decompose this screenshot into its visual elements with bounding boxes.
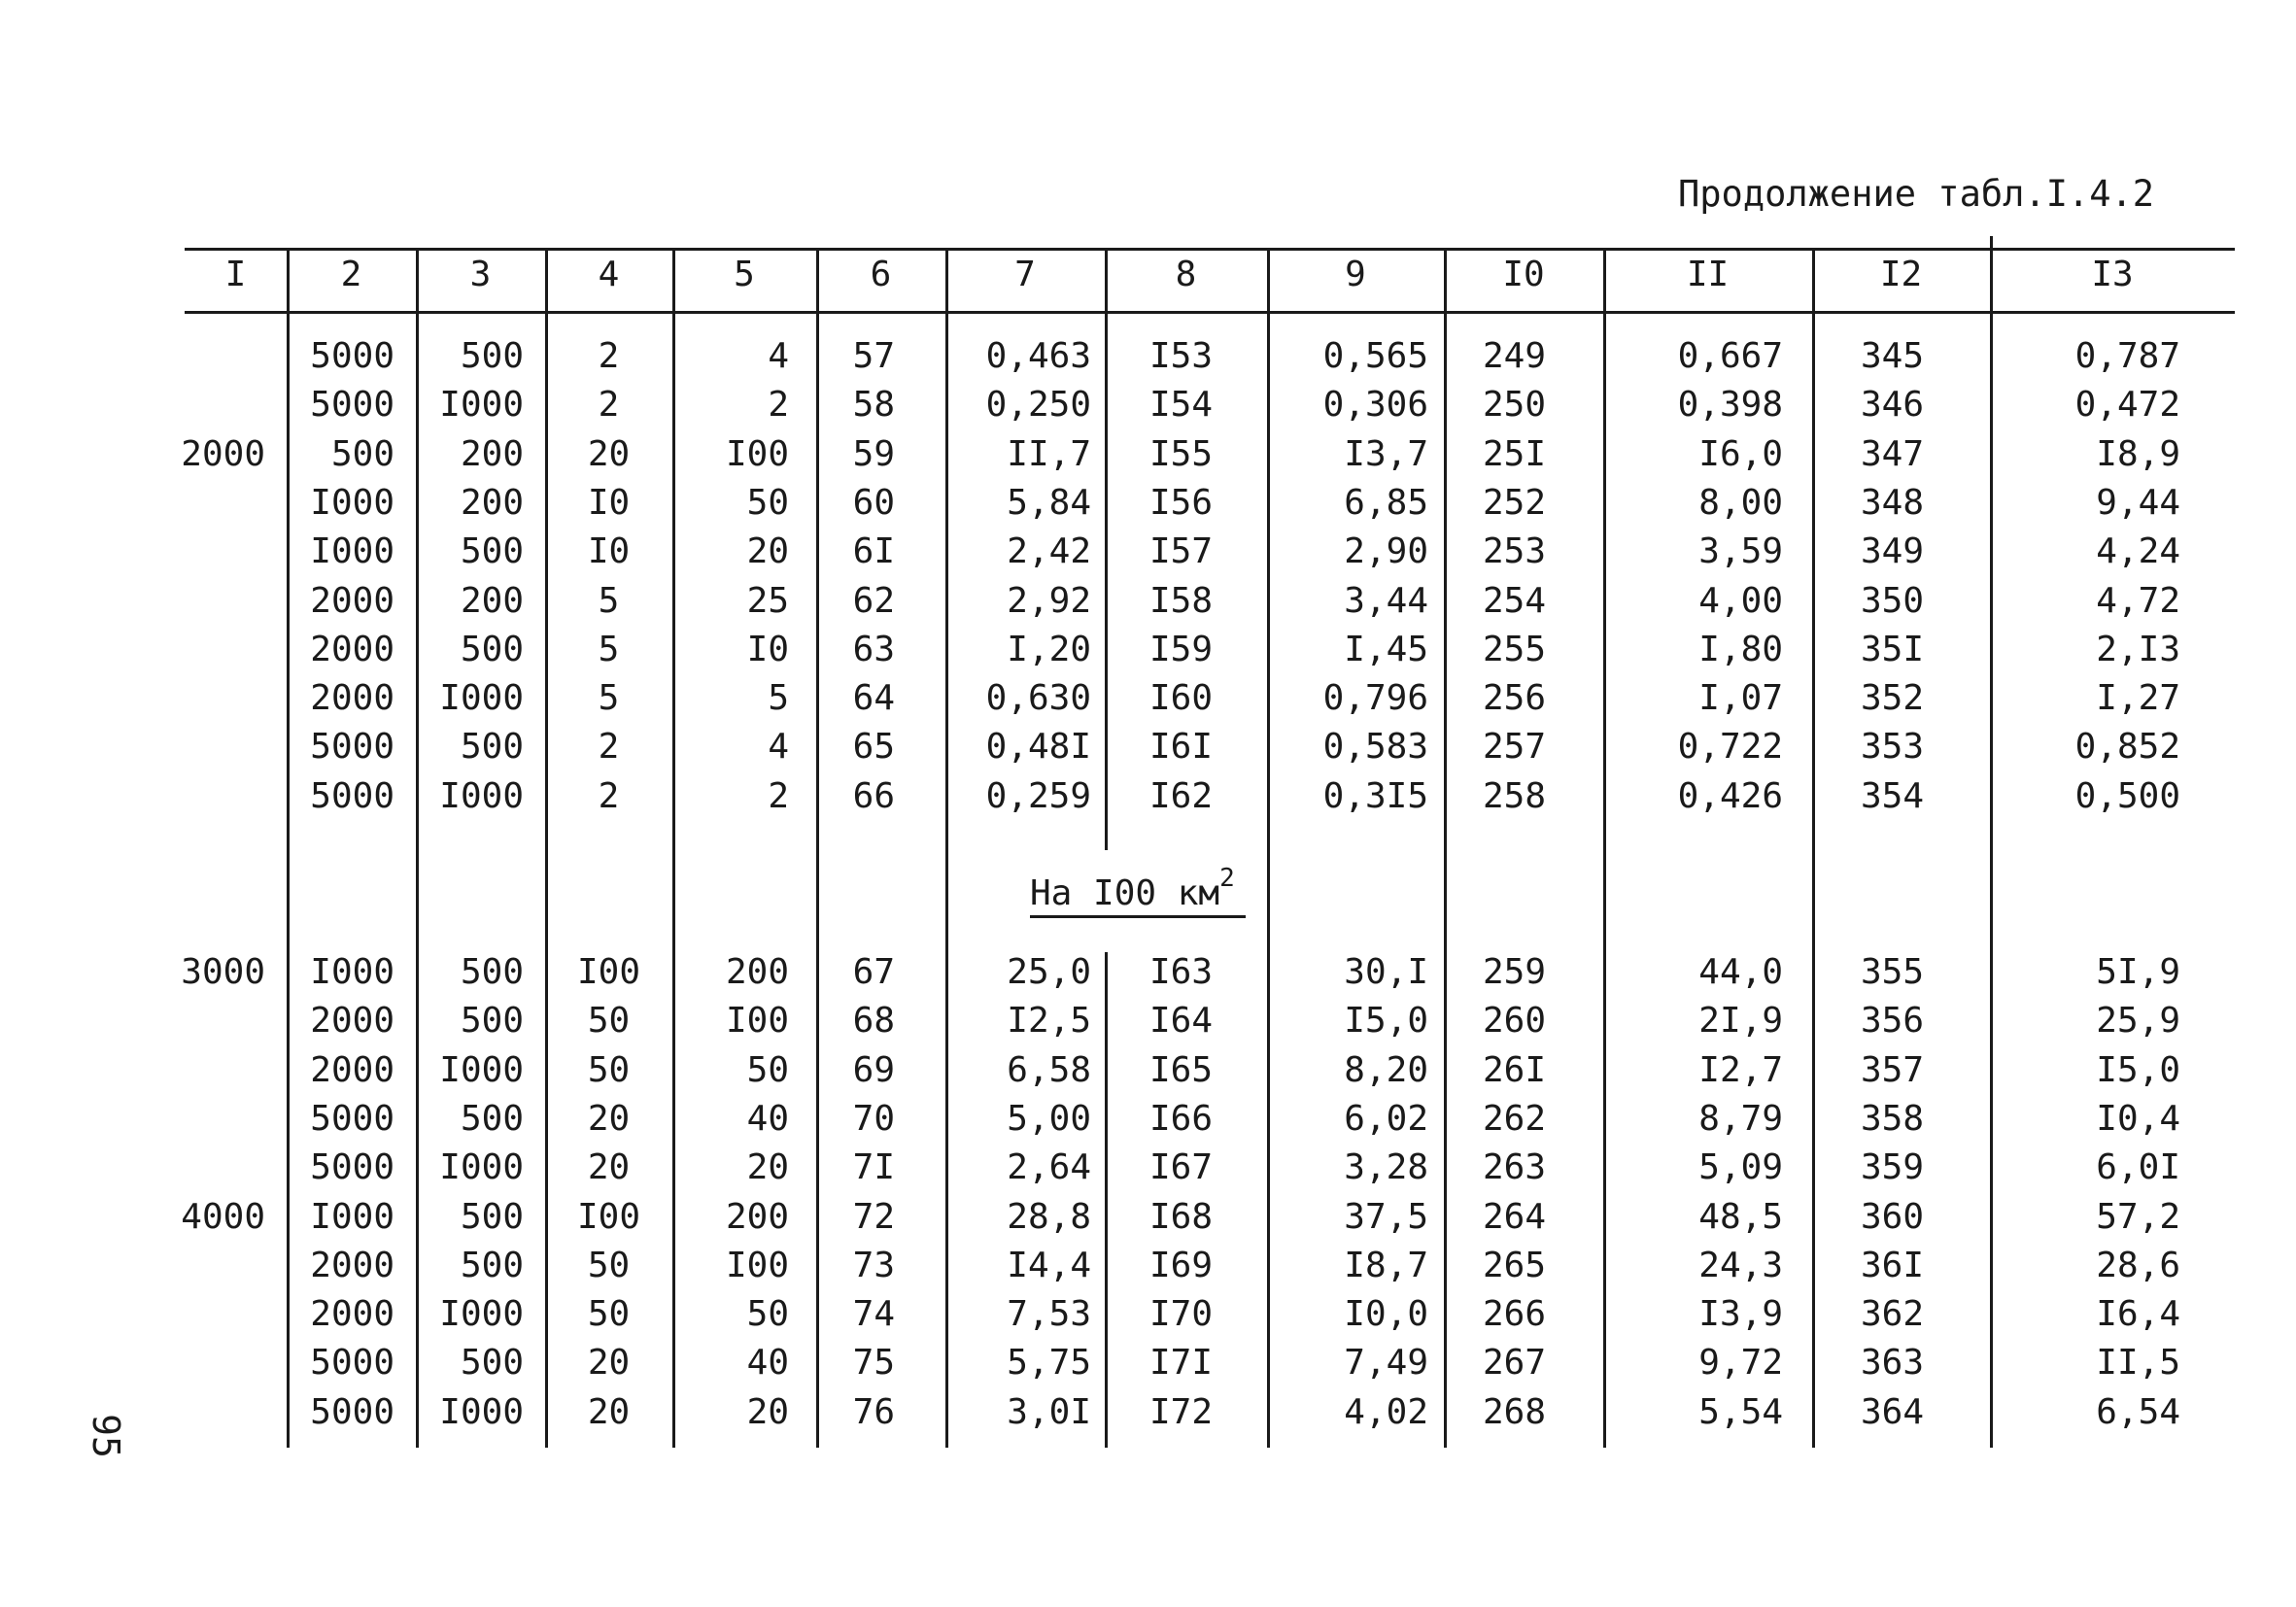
table-cell: 69	[852, 1049, 895, 1090]
column-header-6: 6	[870, 255, 892, 294]
table-cell: 25I	[1483, 433, 1547, 474]
table-cell: 5000	[310, 727, 394, 768]
column-header-10: I0	[1502, 255, 1545, 294]
table-caption: Продолжение табл.I.4.2	[1678, 173, 2155, 215]
table-cell: 354	[1861, 775, 1925, 816]
table-cell: 20	[587, 1391, 631, 1432]
table-cell: 364	[1861, 1391, 1925, 1432]
row-group-label: 3000	[181, 952, 265, 992]
table-cell: I000	[439, 775, 524, 816]
table-cell: I6,0	[1698, 433, 1783, 474]
table-cell: 200	[725, 1196, 789, 1237]
table-cell: I0,4	[2096, 1098, 2180, 1139]
table-cell: 0,48I	[985, 727, 1091, 768]
table-cell: I54	[1149, 385, 1214, 426]
table-cell: 2000	[310, 580, 394, 621]
table-cell: 20	[746, 1391, 789, 1432]
column-header-1: I	[224, 255, 247, 294]
table-cell: I00	[576, 952, 641, 992]
table-cell: I72	[1149, 1391, 1214, 1432]
table-cell: 347	[1861, 433, 1925, 474]
table-cell: 67	[852, 952, 895, 992]
table-cell: 267	[1483, 1343, 1547, 1384]
table-cell: 5,75	[1007, 1343, 1091, 1384]
table-cell: 360	[1861, 1196, 1925, 1237]
table-cell: 500	[460, 531, 524, 572]
table-cell: I000	[439, 385, 524, 426]
table-cell: I3,9	[1698, 1294, 1783, 1335]
table-cell: 64	[852, 678, 895, 719]
table-cell: 268	[1483, 1391, 1547, 1432]
table-cell: I00	[576, 1196, 641, 1237]
table-cell: 30,I	[1344, 952, 1428, 992]
table-cell: 200	[460, 482, 524, 523]
table-cell: I62	[1149, 775, 1214, 816]
table-cell: 7I	[852, 1147, 895, 1188]
table-cell: I64	[1149, 1001, 1214, 1042]
table-cell: 50	[587, 1294, 631, 1335]
table-cell: 500	[460, 1245, 524, 1285]
table-cell: 35I	[1861, 629, 1925, 669]
table-cell: 5000	[310, 385, 394, 426]
table-cell: I2,5	[1007, 1001, 1091, 1042]
table-cell: 36I	[1861, 1245, 1925, 1285]
table-cell: 5	[598, 580, 620, 621]
table-cell: I65	[1149, 1049, 1214, 1090]
table-cell: I3,7	[1344, 433, 1428, 474]
table-cell: 9,72	[1698, 1343, 1783, 1384]
table-cell: 353	[1861, 727, 1925, 768]
table-cell: 5,54	[1698, 1391, 1783, 1432]
table-cell: I68	[1149, 1196, 1214, 1237]
table-cell: 0,463	[985, 336, 1091, 376]
table-cell: 2000	[310, 1245, 394, 1285]
table-cell: 7,53	[1007, 1294, 1091, 1335]
table-cell: 2,42	[1007, 531, 1091, 572]
table-cell: I00	[725, 433, 789, 474]
table-cell: I4,4	[1007, 1245, 1091, 1285]
table-cell: I60	[1149, 678, 1214, 719]
table-cell: I,07	[1698, 678, 1783, 719]
table-cell: 2000	[310, 678, 394, 719]
table-cell: I000	[439, 1147, 524, 1188]
table-cell: 2,92	[1007, 580, 1091, 621]
table-cell: 58	[852, 385, 895, 426]
table-cell: 349	[1861, 531, 1925, 572]
table-cell: 20	[746, 531, 789, 572]
table-cell: 3,59	[1698, 531, 1783, 572]
table-cell: 4,00	[1698, 580, 1783, 621]
table-cell: 500	[460, 1098, 524, 1139]
table-cell: 0,259	[985, 775, 1091, 816]
table-cell: 5000	[310, 775, 394, 816]
table-cell: 5000	[310, 336, 394, 376]
row-group-label: 2000	[181, 433, 265, 474]
table-cell: I000	[310, 952, 394, 992]
table-cell: 50	[746, 1294, 789, 1335]
table-cell: 500	[460, 629, 524, 669]
table-cell: II,7	[1007, 433, 1091, 474]
table-cell: 40	[746, 1343, 789, 1384]
column-header-13: I3	[2091, 255, 2134, 294]
table-cell: 256	[1483, 678, 1547, 719]
table-cell: 3,44	[1344, 580, 1428, 621]
column-header-3: 3	[469, 255, 492, 294]
column-header-9: 9	[1345, 255, 1366, 294]
table-cell: 0,565	[1322, 336, 1428, 376]
table-cell: 4,72	[2096, 580, 2180, 621]
table-cell: I56	[1149, 482, 1214, 523]
page-number: 95	[84, 1414, 127, 1458]
table-cell: 0,426	[1677, 775, 1783, 816]
table-cell: 362	[1861, 1294, 1925, 1335]
table-cell: I000	[439, 1294, 524, 1335]
table-cell: 60	[852, 482, 895, 523]
table-header-rule	[185, 311, 2235, 314]
table-cell: 6,0I	[2096, 1147, 2180, 1188]
column-rule-tick	[1990, 236, 1993, 250]
table-cell: 200	[460, 580, 524, 621]
table-cell: 2000	[310, 1294, 394, 1335]
table-cell: 20	[587, 1098, 631, 1139]
table-cell: 257	[1483, 727, 1547, 768]
table-cell: 5,09	[1698, 1147, 1783, 1188]
column-header-8: 8	[1175, 255, 1197, 294]
table-cell: 359	[1861, 1147, 1925, 1188]
table-cell: 8,20	[1344, 1049, 1428, 1090]
column-header-5: 5	[734, 255, 755, 294]
table-cell: 0,306	[1322, 385, 1428, 426]
table-cell: 355	[1861, 952, 1925, 992]
table-cell: 500	[460, 952, 524, 992]
table-cell: 357	[1861, 1049, 1925, 1090]
table-cell: 0,583	[1322, 727, 1428, 768]
table-cell: I8,7	[1344, 1245, 1428, 1285]
column-header-7: 7	[1014, 255, 1036, 294]
table-cell: I,45	[1344, 629, 1428, 669]
table-cell: 250	[1483, 385, 1547, 426]
table-cell: I000	[310, 531, 394, 572]
table-cell: 59	[852, 433, 895, 474]
table-cell: 6,54	[2096, 1391, 2180, 1432]
table-cell: 0,667	[1677, 336, 1783, 376]
table-top-rule	[185, 248, 2235, 251]
table-cell: 4,24	[2096, 531, 2180, 572]
table-cell: 20	[587, 1343, 631, 1384]
table-cell: 252	[1483, 482, 1547, 523]
table-cell: 50	[587, 1001, 631, 1042]
table-cell: 37,5	[1344, 1196, 1428, 1237]
table-cell: 63	[852, 629, 895, 669]
table-cell: 5000	[310, 1391, 394, 1432]
table-cell: 48,5	[1698, 1196, 1783, 1237]
table-cell: I0,0	[1344, 1294, 1428, 1335]
table-cell: 6,85	[1344, 482, 1428, 523]
section-subheading	[1030, 864, 1246, 918]
table-cell: 0,3I5	[1322, 775, 1428, 816]
table-cell: 348	[1861, 482, 1925, 523]
table-cell: I67	[1149, 1147, 1214, 1188]
table-cell: 2	[598, 336, 620, 376]
table-cell: 5I,9	[2096, 952, 2180, 992]
table-cell: 352	[1861, 678, 1925, 719]
table-cell: I00	[725, 1001, 789, 1042]
table-cell: 346	[1861, 385, 1925, 426]
table-cell: 363	[1861, 1343, 1925, 1384]
table-cell: 62	[852, 580, 895, 621]
table-cell: 2,90	[1344, 531, 1428, 572]
table-cell: 74	[852, 1294, 895, 1335]
table-cell: 50	[587, 1245, 631, 1285]
table-cell: 5000	[310, 1147, 394, 1188]
table-cell: 50	[746, 1049, 789, 1090]
table-cell: 254	[1483, 580, 1547, 621]
table-cell: 500	[460, 1343, 524, 1384]
table-cell: 50	[746, 482, 789, 523]
table-cell: 500	[460, 336, 524, 376]
table-cell: I2,7	[1698, 1049, 1783, 1090]
table-cell: 2000	[310, 1049, 394, 1090]
table-cell: 8,79	[1698, 1098, 1783, 1139]
table-cell: 255	[1483, 629, 1547, 669]
table-cell: I69	[1149, 1245, 1214, 1285]
table-cell: I55	[1149, 433, 1214, 474]
table-cell: 0,500	[2074, 775, 2180, 816]
table-cell: 2	[598, 385, 620, 426]
table-cell: 2000	[310, 629, 394, 669]
table-cell: 253	[1483, 531, 1547, 572]
table-cell: 263	[1483, 1147, 1547, 1188]
table-cell: 500	[460, 727, 524, 768]
table-cell: 5	[598, 678, 620, 719]
table-cell: 0,787	[2074, 336, 2180, 376]
table-cell: 0,472	[2074, 385, 2180, 426]
table-cell: 260	[1483, 1001, 1547, 1042]
table-cell: I000	[439, 1049, 524, 1090]
table-cell: 2000	[310, 1001, 394, 1042]
table-cell: 249	[1483, 336, 1547, 376]
table-cell: 57	[852, 336, 895, 376]
table-cell: I00	[725, 1245, 789, 1285]
table-cell: I000	[439, 678, 524, 719]
table-cell: 20	[587, 1147, 631, 1188]
table-cell: 5000	[310, 1343, 394, 1384]
table-cell: I57	[1149, 531, 1214, 572]
table-cell: 0,722	[1677, 727, 1783, 768]
row-group-label: 4000	[181, 1196, 265, 1237]
subheading-superscript: 2	[1219, 864, 1235, 893]
column-header-4: 4	[598, 255, 620, 294]
table-cell: 6,02	[1344, 1098, 1428, 1139]
table-cell: 2,I3	[2096, 629, 2180, 669]
table-cell: 4	[768, 727, 789, 768]
table-cell: I000	[439, 1391, 524, 1432]
table-cell: 356	[1861, 1001, 1925, 1042]
table-cell: 2	[598, 727, 620, 768]
table-cell: I6,4	[2096, 1294, 2180, 1335]
table-cell: I,20	[1007, 629, 1091, 669]
table-cell: 24,3	[1698, 1245, 1783, 1285]
table-cell: I000	[310, 1196, 394, 1237]
table-cell: 68	[852, 1001, 895, 1042]
table-cell: I5,0	[1344, 1001, 1428, 1042]
table-cell: 66	[852, 775, 895, 816]
table-cell: 0,398	[1677, 385, 1783, 426]
table-cell: 75	[852, 1343, 895, 1384]
table-cell: 2,64	[1007, 1147, 1091, 1188]
table-cell: I0	[746, 629, 789, 669]
table-cell: 40	[746, 1098, 789, 1139]
table-cell: 200	[725, 952, 789, 992]
table-cell: II,5	[2096, 1343, 2180, 1384]
table-cell: 0,796	[1322, 678, 1428, 719]
table-cell: 0,852	[2074, 727, 2180, 768]
table-cell: I70	[1149, 1294, 1214, 1335]
table-cell: 0,630	[985, 678, 1091, 719]
table-cell: 500	[460, 1196, 524, 1237]
subheading-text: На I00 км	[1030, 873, 1220, 913]
table-cell: 4,02	[1344, 1391, 1428, 1432]
column-header-12: I2	[1879, 255, 1923, 294]
table-cell: 7,49	[1344, 1343, 1428, 1384]
table-cell: 25,9	[2096, 1001, 2180, 1042]
table-cell: 25,0	[1007, 952, 1091, 992]
table-cell: 28,8	[1007, 1196, 1091, 1237]
table-cell: 5,00	[1007, 1098, 1091, 1139]
table-cell: 76	[852, 1391, 895, 1432]
table-cell: 500	[460, 1001, 524, 1042]
table-cell: 5000	[310, 1098, 394, 1139]
table-cell: 65	[852, 727, 895, 768]
table-cell: I8,9	[2096, 433, 2180, 474]
table-cell: 266	[1483, 1294, 1547, 1335]
table-cell: 28,6	[2096, 1245, 2180, 1285]
table-cell: 9,44	[2096, 482, 2180, 523]
table-cell: I000	[310, 482, 394, 523]
table-cell: 6,58	[1007, 1049, 1091, 1090]
table-cell: 2	[768, 385, 789, 426]
table-cell: I63	[1149, 952, 1214, 992]
table-cell: I53	[1149, 336, 1214, 376]
table-cell: 2	[598, 775, 620, 816]
table-cell: 5	[768, 678, 789, 719]
column-header-2: 2	[340, 255, 362, 294]
table-cell: I59	[1149, 629, 1214, 669]
table-cell: 262	[1483, 1098, 1547, 1139]
table-cell: 70	[852, 1098, 895, 1139]
table-cell: I5,0	[2096, 1049, 2180, 1090]
table-cell: 73	[852, 1245, 895, 1285]
table-cell: I0	[587, 531, 631, 572]
table-cell: 3,28	[1344, 1147, 1428, 1188]
table-cell: 20	[746, 1147, 789, 1188]
table-cell: 3,0I	[1007, 1391, 1091, 1432]
table-cell: 25	[746, 580, 789, 621]
table-cell: I,27	[2096, 678, 2180, 719]
table-cell: 72	[852, 1196, 895, 1237]
table-cell: 2I,9	[1698, 1001, 1783, 1042]
table-cell: 259	[1483, 952, 1547, 992]
table-cell: 20	[587, 433, 631, 474]
table-cell: 345	[1861, 336, 1925, 376]
table-cell: 6I	[852, 531, 895, 572]
table-cell: 4	[768, 336, 789, 376]
table-cell: I0	[587, 482, 631, 523]
table-cell: 350	[1861, 580, 1925, 621]
table-cell: 44,0	[1698, 952, 1783, 992]
table-cell: I6I	[1149, 727, 1214, 768]
table-cell: 57,2	[2096, 1196, 2180, 1237]
table-cell: 258	[1483, 775, 1547, 816]
table-cell: 26I	[1483, 1049, 1547, 1090]
table-cell: 264	[1483, 1196, 1547, 1237]
table-cell: 265	[1483, 1245, 1547, 1285]
table-cell: 5,84	[1007, 482, 1091, 523]
table-cell: 5	[598, 629, 620, 669]
table-cell: I66	[1149, 1098, 1214, 1139]
table-cell: 0,250	[985, 385, 1091, 426]
table-cell: 8,00	[1698, 482, 1783, 523]
table-cell: I58	[1149, 580, 1214, 621]
table-cell: 50	[587, 1049, 631, 1090]
column-header-11: II	[1686, 255, 1730, 294]
table-cell: 2	[768, 775, 789, 816]
table-cell: 200	[460, 433, 524, 474]
table-cell: 358	[1861, 1098, 1925, 1139]
table-cell: I7I	[1149, 1343, 1214, 1384]
table-cell: I,80	[1698, 629, 1783, 669]
table-cell: 500	[330, 433, 394, 474]
